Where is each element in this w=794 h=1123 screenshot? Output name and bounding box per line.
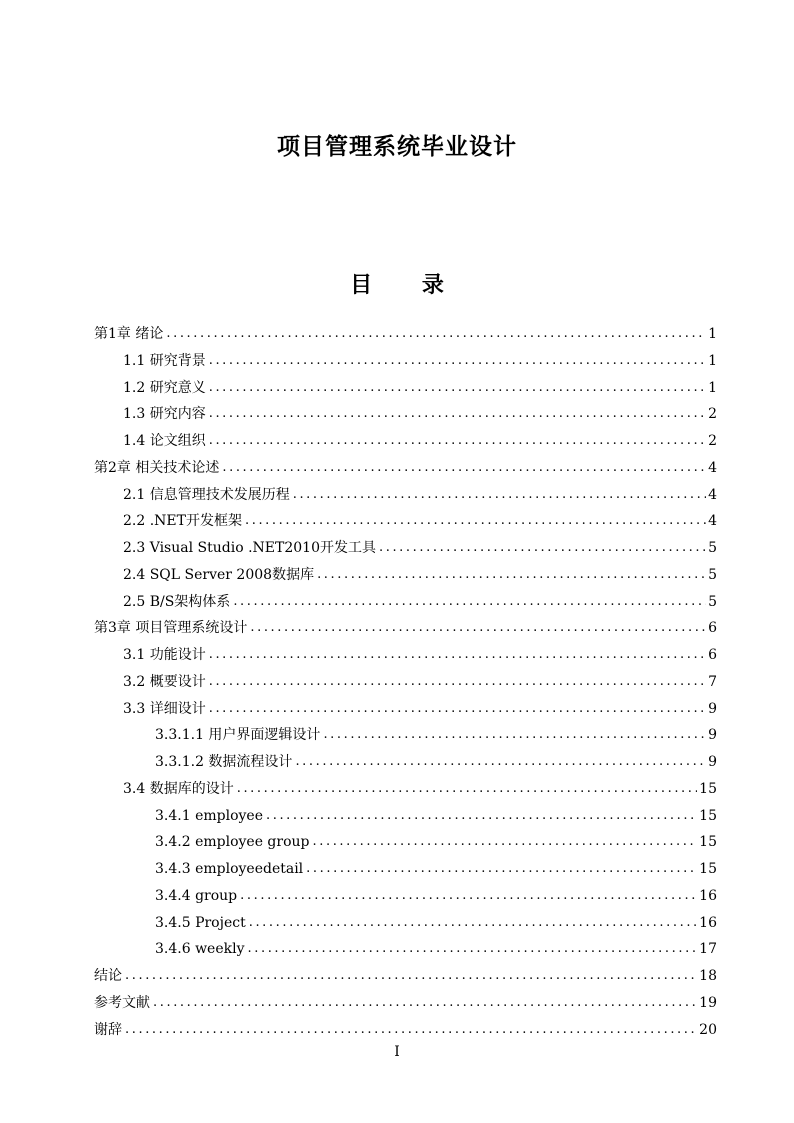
toc-entry-page: 20 [699,1021,717,1038]
toc-dot-leader [317,565,706,585]
toc-dot-leader [209,431,706,451]
toc-entry[interactable] [94,993,717,1013]
toc-dot-leader [166,324,706,344]
toc-entry-label: 第3章 项目管理系统设计 [94,620,248,637]
toc-entry-page: 1 [708,379,717,396]
toc-entry-page: 6 [708,647,717,663]
toc-entry[interactable] [94,966,717,986]
toc-entry[interactable] [123,565,717,585]
toc-entry-label: 3.4.6 weekly [155,941,245,958]
toc-entry-page: 19 [699,994,717,1011]
toc-entry-page: 4 [708,486,717,503]
toc-dot-leader [222,458,706,478]
toc-entry[interactable] [123,351,717,371]
toc-entry-page: 5 [708,593,717,610]
toc-entry-label: 3.4.5 Project [155,914,246,931]
toc-entry[interactable] [155,832,717,852]
toc-entry[interactable] [123,779,717,799]
toc-entry-page: 2 [708,433,717,449]
toc-entry-page: 16 [699,914,717,931]
toc-entry-label: 3.4.4 group [155,887,238,904]
toc-dot-leader [209,378,706,398]
toc-entry-label: 2.2 .NET开发框架 [123,513,242,530]
toc-entry[interactable] [155,752,717,772]
toc-entry-label: 1.4 论文组织 [123,433,206,449]
toc-entry-page: 18 [699,968,717,984]
toc-entry-label: 结论 [94,968,122,984]
toc-entry-label: 第1章 绪论 [94,326,164,342]
toc-dot-leader [293,485,706,505]
toc-entry-page: 15 [699,780,717,797]
toc-entry-page: 5 [708,566,717,583]
toc-entry-page: 5 [708,540,717,556]
toc-entry[interactable] [123,592,717,612]
toc-entry[interactable] [94,618,717,638]
toc-entry[interactable] [123,538,717,558]
toc-entry-page: 15 [699,807,717,824]
toc-dot-leader [249,913,697,933]
toc-entry[interactable] [94,458,717,478]
toc-entry-label: 1.2 研究意义 [123,379,206,396]
document-title: 项目管理系统毕业设计 [277,134,517,160]
toc-dot-leader [209,699,706,719]
toc-entry-page: 9 [708,700,717,717]
toc-entry[interactable] [155,725,717,745]
toc-entry[interactable] [94,324,717,344]
toc-entry[interactable] [123,404,717,424]
toc-entry[interactable] [155,913,717,933]
toc-entry-label: 2.1 信息管理技术发展历程 [123,486,290,503]
toc-dot-leader [295,752,706,772]
toc-dot-leader [233,592,706,612]
toc-entry-page: 1 [708,352,717,369]
toc-dot-leader [125,966,697,986]
toc-entry-page: 16 [699,887,717,904]
toc-dot-leader [237,779,697,799]
toc-entry-page: 9 [708,754,717,770]
toc-entry-page: 1 [708,326,717,342]
toc-entry-label: 3.4.1 employee [155,807,263,824]
toc-entry-label: 2.4 SQL Server 2008数据库 [123,566,315,583]
page-number: I [394,1044,400,1060]
toc-dot-leader [240,886,697,906]
toc-dot-leader [125,1020,697,1040]
toc-entry-label: 3.4 数据库的设计 [123,780,234,797]
toc-dot-leader [209,404,706,424]
toc-dot-leader [209,351,706,371]
toc-entry-page: 6 [708,620,717,637]
toc-entry-page: 4 [708,459,717,476]
toc-entry[interactable] [123,378,717,398]
toc-entry-label: 3.3.1.1 用户界面逻辑设计 [155,727,321,744]
toc-entry-label: 2.3 Visual Studio .NET2010开发工具 [123,540,376,556]
toc-dot-leader [323,725,706,745]
toc-entry-page: 7 [708,673,717,690]
toc-entry-page: 4 [708,513,717,530]
toc-entry[interactable] [123,672,717,692]
toc-dot-leader [379,538,706,558]
toc-entry-page: 2 [708,406,717,423]
toc-entry-label: 第2章 相关技术论述 [94,459,220,476]
toc-dot-leader [248,939,698,959]
toc-dot-leader [306,859,697,879]
toc-entry-label: 1.3 研究内容 [123,406,206,423]
toc-entry[interactable] [123,699,717,719]
toc-entry-page: 9 [708,727,717,744]
toc-entry-label: 参考文献 [94,994,150,1011]
toc-dot-leader [245,511,706,531]
toc-entry-label: 3.3 详细设计 [123,700,206,717]
toc-dot-leader [153,993,697,1013]
toc-entry[interactable] [123,511,717,531]
toc-entry[interactable] [94,1020,717,1040]
toc-dot-leader [266,806,697,826]
toc-dot-leader [250,618,706,638]
toc-entry-label: 2.5 B/S架构体系 [123,593,231,610]
toc-entry[interactable] [123,485,717,505]
toc-heading: 目 录 [350,273,444,298]
toc-dot-leader [313,832,698,852]
toc-entry-label: 3.4.2 employee group [155,834,310,851]
toc-entry-label: 3.4.3 employeedetail [155,861,304,877]
toc-dot-leader [209,672,706,692]
toc-entry-label: 谢辞 [94,1021,122,1038]
toc-entry[interactable] [123,431,717,451]
toc-entry[interactable] [155,806,717,826]
toc-entry[interactable] [155,859,717,879]
toc-entry-page: 15 [699,834,717,851]
toc-dot-leader [209,645,706,665]
toc-entry[interactable] [123,645,717,665]
toc-entry[interactable] [155,939,717,959]
toc-entry-page: 15 [699,861,717,877]
toc-entry-label: 3.1 功能设计 [123,647,206,663]
toc-entry-page: 17 [699,941,717,958]
toc-entry-label: 3.2 概要设计 [123,673,206,690]
toc-entry-label: 1.1 研究背景 [123,352,206,369]
toc-entry-label: 3.3.1.2 数据流程设计 [155,754,293,770]
toc-entry[interactable] [155,886,717,906]
